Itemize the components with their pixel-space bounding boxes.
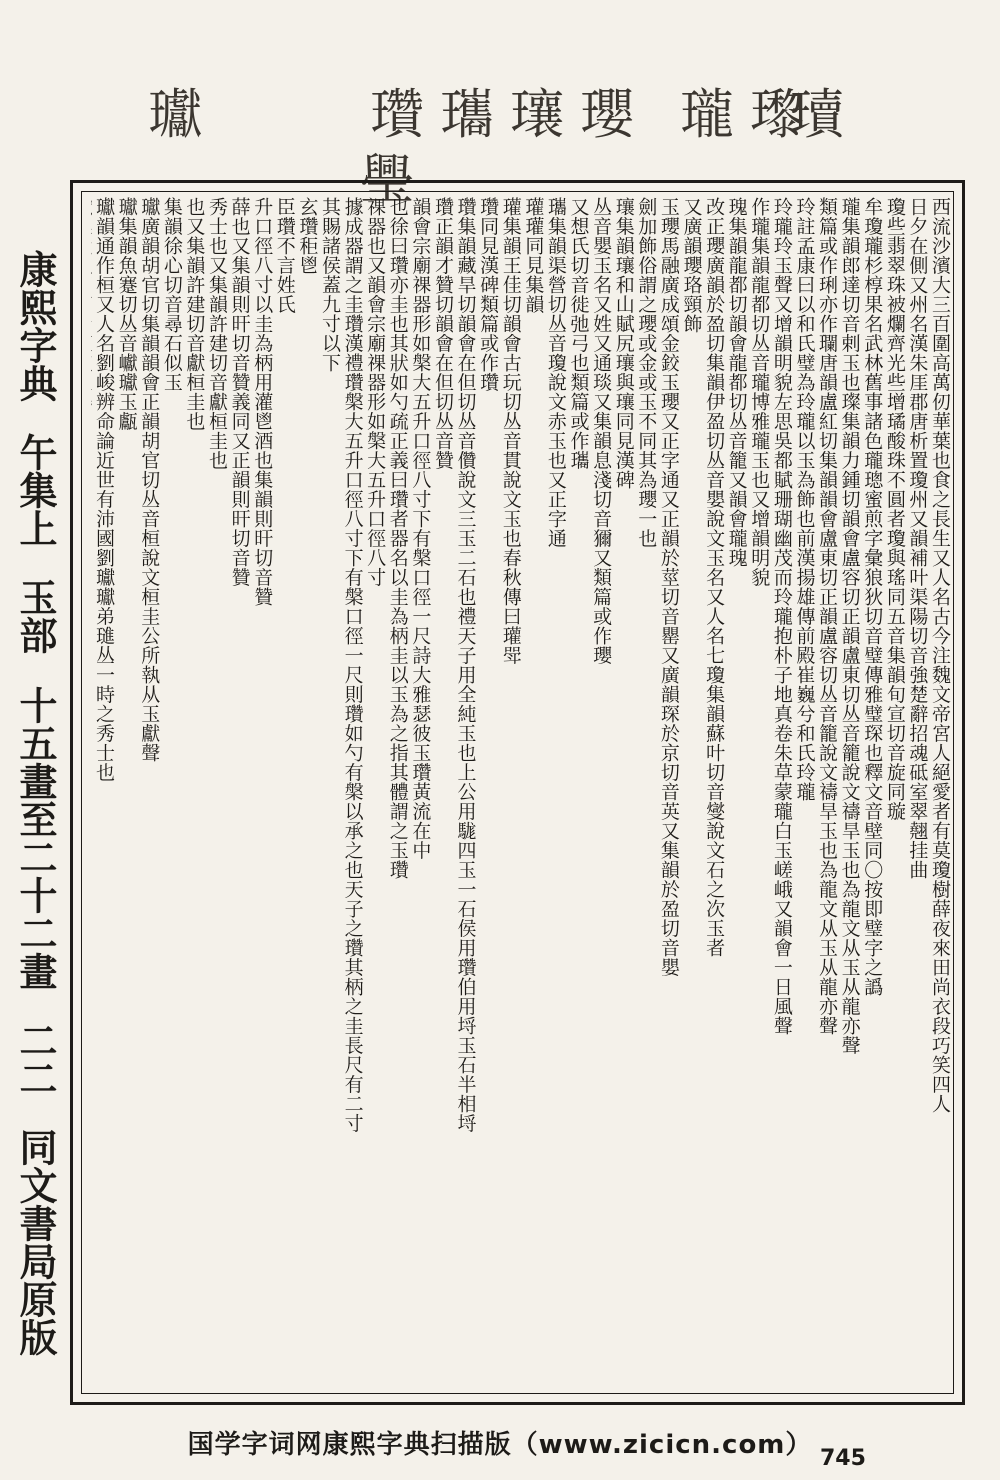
entry-column: 又廣韻瓔珞頸飾 xyxy=(680,197,703,334)
entry-column: 玉瓔馬融廣成頌金鉸玉瓔又正字通又正韻於莖切音罌又廣韻琛於京切音英又集韻於盈切音嬰 xyxy=(657,197,680,977)
seal-glyph: 瓗 xyxy=(440,83,494,146)
entry-column: 瓘瓘同見集韻 xyxy=(522,197,545,314)
entry-column: 瓛廣韻胡官切集韻韻會正韻胡官切丛音桓說文桓圭公所執从玉獻聲 xyxy=(138,197,161,763)
entry-column: 秀士也又集韻許建切音獻桓圭也 xyxy=(206,197,228,470)
entry-column: 又想氏切音徙弛弓也類篇或作瓗 xyxy=(567,197,590,470)
entry-column: 瓚集韻藏旱切韻會在但切丛音儹說文三玉二石也禮天子用全純玉也上公用駹四玉一石侯用瓚伯用埒玉石半相埒 xyxy=(454,197,477,1133)
entry-column: 祼器也又韻會宗廟祼器形如槃大五升口徑八寸 xyxy=(364,197,387,587)
stroke-range: 十五畫至二十二畫 xyxy=(13,685,58,990)
seal-glyph: 瓚 xyxy=(370,83,424,146)
entry-column: 瑰集韻龍都切韻會龍都切丛音籠又韻會瓏瑰 xyxy=(725,197,748,568)
entry-column: 瓛集韻魚蹇切丛音巘瓛玉甗 xyxy=(115,197,138,431)
entry-columns xyxy=(91,197,951,1387)
book-title: 康熙字典 xyxy=(13,250,58,402)
entry-column: 瓗集韻渠營切丛音瓊說文赤玉也又正字通 xyxy=(544,197,567,548)
entry-column: 瓚正韻才贊切韻會在但切丛音贊 xyxy=(431,197,454,470)
entry-column: 作瓏集韻龍都切丛音瓏博雅瓏玉也又增韻明貌 xyxy=(748,197,771,587)
entry-column: 也徐曰瓚亦圭也其狀如勺疏正義曰瓚者器名以圭為柄圭以玉為之指其體謂之玉瓚 xyxy=(386,197,409,880)
entry-column: 類篇或作琍亦作瓓唐韻盧紅切集韻韻會盧東切正韻盧容切丛音籠說文禱旱玉也為龍文从玉从龍亦聲 xyxy=(816,197,839,1036)
entry-column: 也又集韻許建切音獻桓圭也 xyxy=(183,197,206,431)
entry-column: 玄瓚秬鬯 xyxy=(296,197,319,275)
entry-column: 劍加飾俗謂之瓔或金或玉不同其為瓔一也 xyxy=(635,197,658,548)
footer-credit: 国学字词网康熙字典扫描版（www.zicicn.com） xyxy=(187,1430,813,1460)
entry-column: 其賜諸侯蓋九寸以下 xyxy=(318,197,341,373)
seal-glyph: 瓈 xyxy=(750,83,804,146)
seal-glyph: 璺 xyxy=(360,148,414,211)
publisher-label: 同文書局原版 xyxy=(13,1128,58,1357)
seal-glyph: 瓏 xyxy=(680,83,734,146)
entry-column: 玲註孟康曰以和氏璧為玲瓏以玉為飾也前漢揚雄傳前殿崔巍兮和氏玲瓏 xyxy=(793,197,816,802)
running-title xyxy=(10,250,60,1400)
seal-glyph: 瓛 xyxy=(148,83,202,146)
entry-column: 瓛韻通作桓又人名劉峻辨命論近世有沛國劉瓛瓛弟璡丛一時之秀士也 xyxy=(93,197,116,782)
entry-column: 日夕在側又州名漢朱厓郡唐析置瓊州又韻補叶渠陽切音強楚辭招魂砥室翠翹挂曲 xyxy=(906,197,929,880)
entry-column: 牟瓊瓏杉椁果名武林舊事諸色瓏璁蜜煎字彙狼狄切音璧傳雅璧琛也釋文音壁同〇按即璧字之譌 xyxy=(861,197,884,997)
entry-column: 瓊些翡翠珠被爛齊光些增璚酸珠不圓者瓊與瑤同五音集韻旬宣切音旋同璇 xyxy=(883,197,906,821)
seal-glyph: 瓄 xyxy=(790,83,844,146)
entry-column: 據成器謂之圭瓚漢禮瓚槃大五升口徑八寸下有槃口徑一尺則瓚如勺有槃以承之也天子之瓚其柄之圭長尺有二寸 xyxy=(341,197,364,1133)
entry-column: 改正瓔廣韻於盈切集韻伊盈切丛音嬰說文玉名又人名七瓊集韻蘇叶切音燮說文石之次玉者 xyxy=(703,197,726,958)
entry-column: 薛也又集韻則旰切音贊義同又正韻則旰切音贊 xyxy=(228,197,251,587)
volume-label: 午集上 xyxy=(13,433,58,548)
text-frame xyxy=(70,180,965,1405)
entry-column: 集韻徐心切音尋石似玉 xyxy=(160,197,183,392)
entry-column: 韻會宗廟祼器形如槃大五升口徑八寸下有槃口徑一尺詩大雅瑟彼玉瓚黃流在中 xyxy=(409,197,432,860)
entry-column: 西流沙濱大三百圍高萬仞華葉也食之長生又人名古今注魏文帝宮人絕愛者有莫瓊樹薛夜來田尚衣段巧笑四人 xyxy=(929,197,951,1114)
entry-column: 瓚同見漢碑類篇或作瓚 xyxy=(477,197,500,392)
entry-column: 升口徑八寸以圭為柄用灌鬯酒也集韻則旰切音贊 xyxy=(251,197,274,607)
seal-glyph: 瓔 xyxy=(580,83,634,146)
entry-column: 玲瓏玲玉聲又增韻明貌左思吳都賦珊瑚幽茂而玲瓏抱朴子地真卷朱草蒙瓏白玉嵯峨又韻會一日風聲 xyxy=(770,197,793,1036)
seal-glyph: 瓖 xyxy=(510,83,564,146)
page-number: 745 xyxy=(820,1446,866,1471)
entry-column: 丛音嬰玉名又姓又通琰又集韻息淺切音獮又類篇或作瓔 xyxy=(590,197,613,665)
entry-column: 瓖集韻瓖和山賦尻瓖與瓖同見漢碑 xyxy=(612,197,635,490)
entry-column: 臣瓚不言姓氏 xyxy=(273,197,296,314)
entry-column: 瓘集韻王佳切韻會古玩切丛音貫說文玉也春秋傳曰瓘斝 xyxy=(499,197,522,665)
radical-label: 玉部 xyxy=(13,578,58,655)
sheet-number: 二二 xyxy=(13,1020,58,1097)
entry-column: 瓏集韻郎達切音剌玉也璨集韻力鍾切韻會盧容切正韻盧東切丛音籠說文禱旱玉也為龍文从玉从龍亦聲 xyxy=(838,197,861,1055)
